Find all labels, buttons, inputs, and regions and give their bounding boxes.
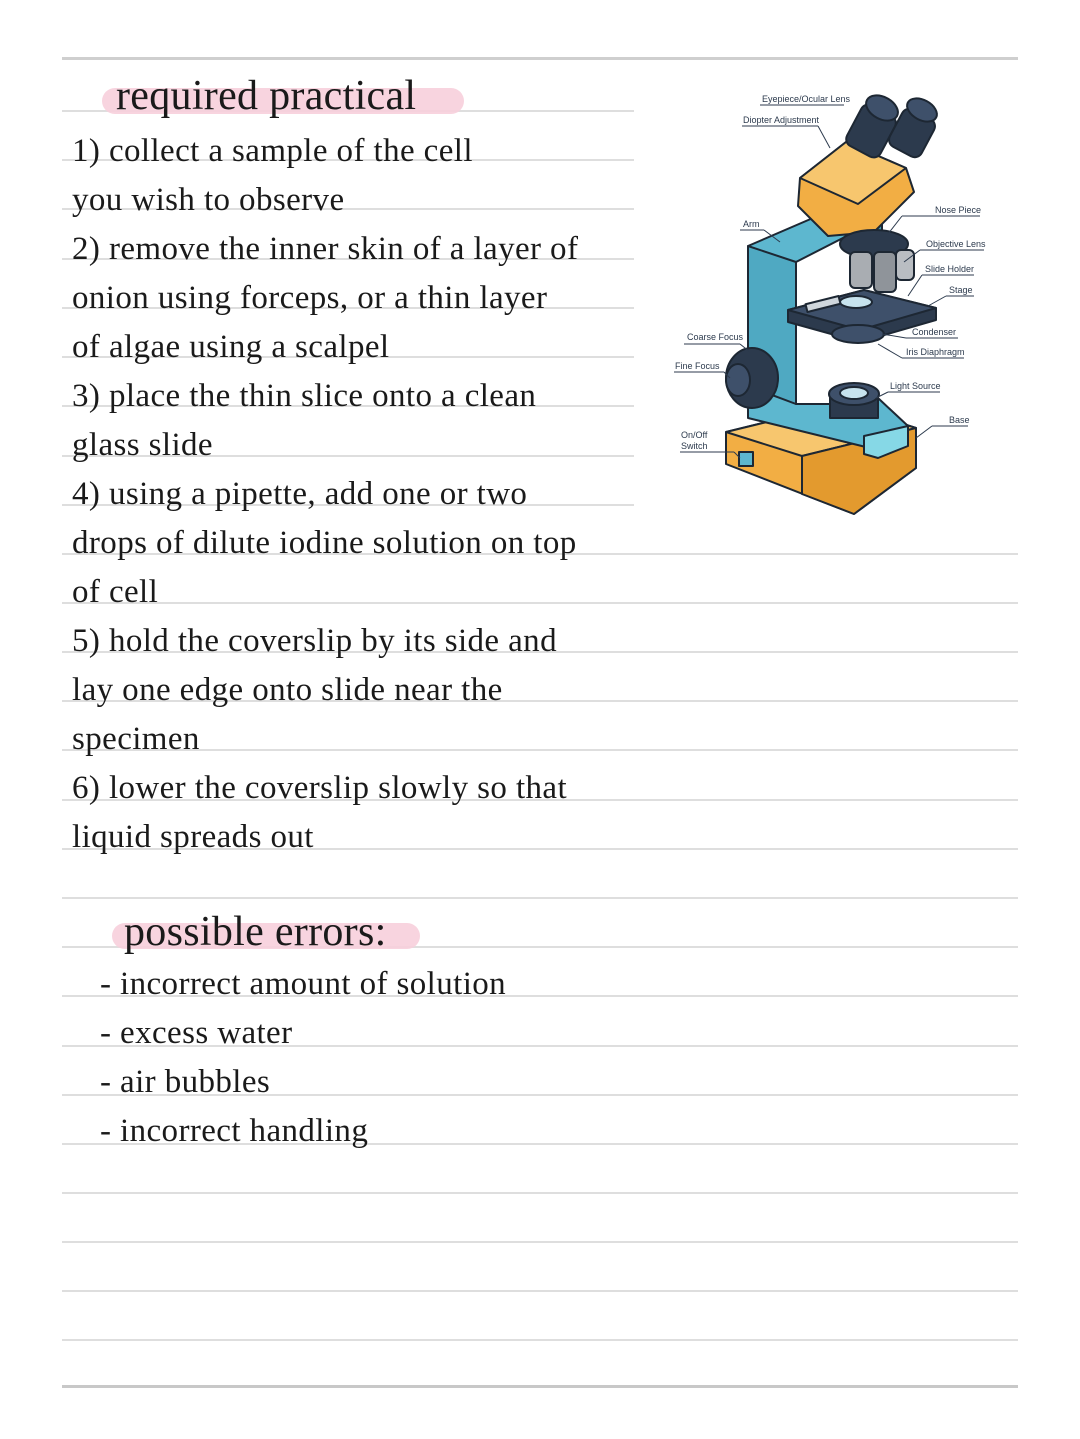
error-item: - incorrect handling [100,1113,369,1149]
section-title-possible-errors: possible errors: [124,909,387,955]
step-line: 4) using a pipette, add one or two [72,476,528,512]
step-line: 1) collect a sample of the cell [72,133,473,169]
label-coarse-focus: Coarse Focus [687,332,744,342]
ruled-line [62,1192,1018,1194]
on-off-switch [739,452,753,466]
label-condenser: Condenser [912,327,957,337]
error-item: - air bubbles [100,1064,271,1100]
section-title-required-practical: required practical [116,73,417,119]
step-line: lay one edge onto slide near the [72,672,503,708]
page-bottom-rule [62,1385,1018,1388]
step-line: of algae using a scalpel [72,329,390,365]
step-line: 6) lower the coverslip slowly so that [72,770,568,806]
label-base: Base [949,415,970,425]
step-line: 5) hold the coverslip by its side and [72,623,557,659]
step-line: 2) remove the inner skin of a layer of [72,231,579,267]
microscope-diagram [668,86,988,532]
label-objective: Objective Lens [926,239,986,249]
step-line: you wish to observe [72,182,345,218]
label-nose-piece: Nose Piece [935,205,982,215]
label-iris: Iris Diaphragm [906,347,965,357]
label-eyepiece: Eyepiece/Ocular Lens [762,94,851,104]
ruled-line [62,1339,1018,1341]
label-light-source: Light Source [890,381,941,391]
ruled-line [62,1290,1018,1292]
page-top-rule [62,57,1018,60]
label-switch: On/Off [681,430,708,440]
error-item: - excess water [100,1015,293,1051]
fine-focus-knob [726,364,750,396]
step-line: 3) place the thin slice onto a clean [72,378,537,414]
step-line: of cell [72,574,159,610]
label-arm: Arm [743,219,760,229]
ruled-line [62,1241,1018,1243]
label-slide-holder: Slide Holder [925,264,975,274]
ruled-line [62,602,1018,604]
step-line: specimen [72,721,200,757]
error-item: - incorrect amount of solution [100,966,507,1002]
label-diopter: Diopter Adjustment [743,115,820,125]
ruled-line [62,749,1018,751]
label-stage: Stage [949,285,973,295]
label-fine-focus: Fine Focus [675,361,720,371]
step-line: drops of dilute iodine solution on top [72,525,577,561]
condenser [832,325,884,343]
step-line: liquid spreads out [72,819,314,855]
step-line: onion using forceps, or a thin layer [72,280,548,316]
step-line: glass slide [72,427,213,463]
objective-lens [850,252,872,288]
ruled-line [62,897,1018,899]
label-switch: Switch [681,441,708,451]
